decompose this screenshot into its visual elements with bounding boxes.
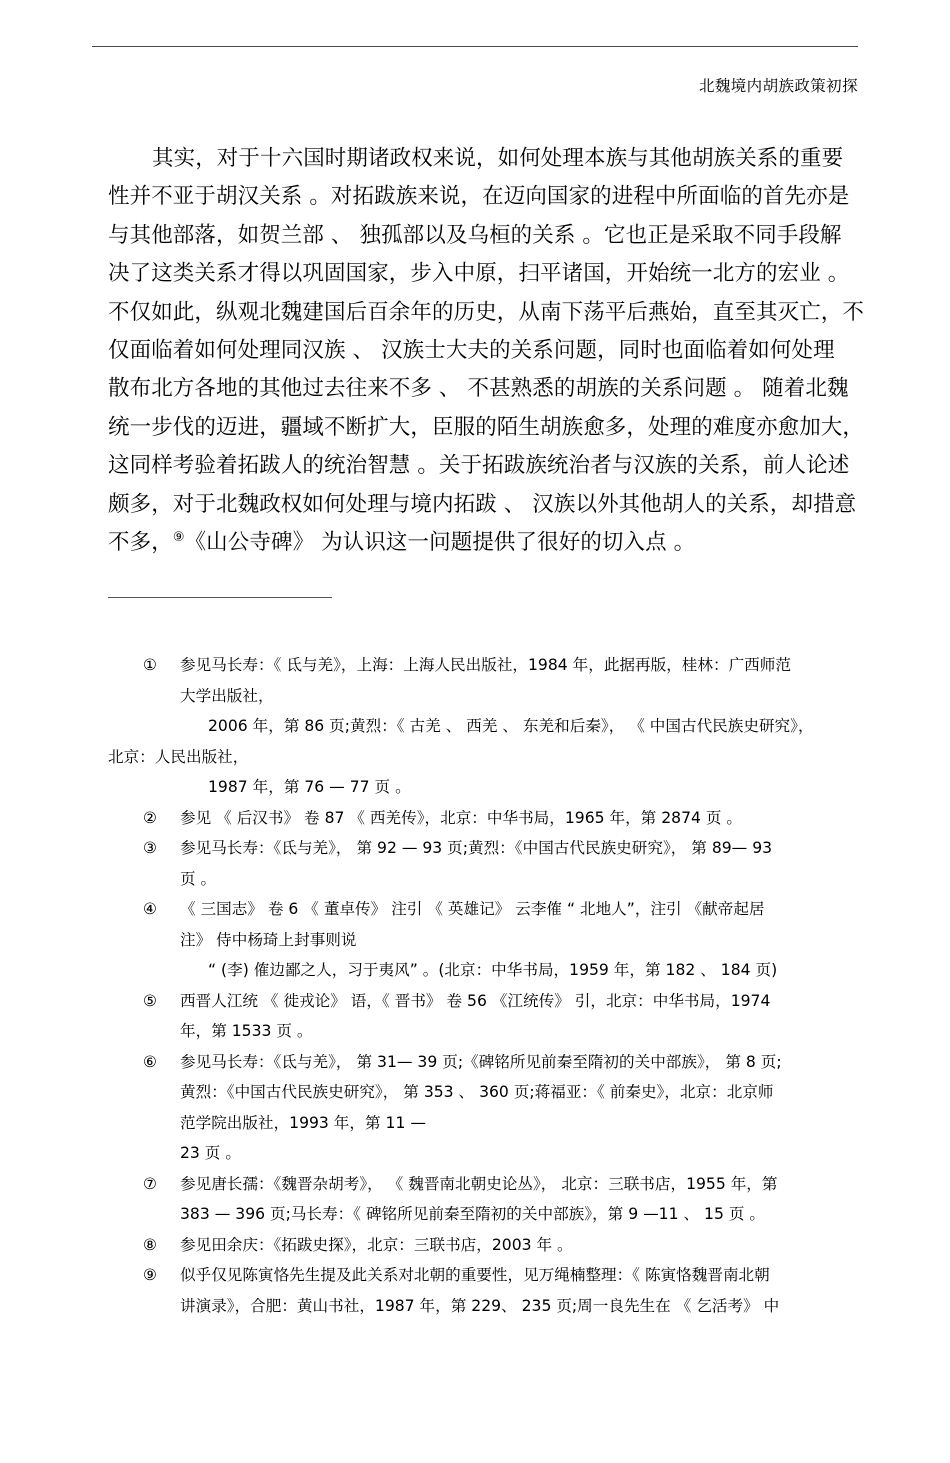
footnote-line: 参见唐长孺：《魏晋杂胡考》， 《 魏晋南北朝史论丛》， 北京：三联书店，1955 年，第 (180, 1174, 778, 1193)
footnote-line: 西晋人江统 《 徙戎论》 语，《 晋书》 卷 56 《江统传》 引，北京：中华书局，1974 (180, 991, 771, 1010)
body-line: 不仅如此，纵观北魏建国后百余年的历史，从南下荡平后燕始，直至其灭亡，不 (108, 299, 865, 325)
footnote-marker[interactable]: ⑦ (143, 1174, 157, 1193)
footnote-line: 参见田余庆：《拓跋史探》，北京：三联书店，2003 年 。 (180, 1235, 573, 1254)
footnote-marker[interactable]: ④ (143, 900, 157, 918)
body-line-text: 《山公寺碑》 为认识这一问题提供了很好的切入点 。 (184, 529, 696, 555)
body-line-text: 不多， (108, 529, 173, 555)
footnote-marker[interactable]: ② (143, 808, 157, 827)
footnote-line: 北京：人民出版社， (108, 747, 249, 766)
footnote-line: 参见马长寿：《 氐与羌》，上海：上海人民出版社，1984 年，此据再版，桂林：广西师范 (180, 656, 791, 674)
body-line: 性并不亚于胡汉关系 。对拓跋族来说，在迈向国家的进程中所面临的首先亦是 (108, 184, 850, 210)
footnote-line: 383 — 396 页;马长寿：《 碑铭所见前秦至隋初的关中部族》，第 9 —11 、 15 页 。 (180, 1205, 765, 1223)
body-line: 散布北方各地的其他过去往来不多 、 不甚熟悉的胡族的关系问题 。 随着北魏 (108, 376, 849, 402)
footnote-item (108, 1169, 848, 1230)
footnote-item (108, 833, 848, 894)
body-line: 其实，对于十六国时期诸政权来说，如何处理本族与其他胡族关系的重要 (152, 146, 844, 171)
footnote-marker[interactable]: ⑤ (143, 991, 157, 1010)
body-line-with-footnote-ref (108, 524, 848, 562)
body-line: 仅面临着如何处理同汉族 、 汉族士大夫的关系问题，同时也面临着如何处理 (108, 337, 835, 363)
footnote-line: 大学出版社， (180, 686, 274, 705)
footnote-line: 似乎仅见陈寅恪先生提及此关系对北朝的重要性，见万绳楠整理：《 陈寅恪魏晋南北朝 (180, 1266, 770, 1284)
footnote-line: 《 三国志》 卷 6 《 董卓传》 注引 《 英雄记》 云李傕 “ 北地人”，注引 《献帝起居 (180, 900, 765, 918)
footnote-line: 1987 年，第 76 — 77 页 。 (208, 778, 411, 796)
body-line: 与其他部落，如贺兰部 、 独孤部以及乌桓的关系 。它也正是采取不同手段解 (108, 222, 842, 248)
footnote-marker[interactable]: ③ (143, 839, 157, 857)
footnote-line: 黄烈：《中国古代民族史研究》， 第 353 、 360 页;蒋福亚：《 前秦史》，北京：北京师 (180, 1083, 774, 1101)
footnote-line: 范学院出版社，1993 年，第 11 — (180, 1113, 426, 1132)
footnote-line: 讲演录》，合肥：黄山书社，1987 年，第 229、 235 页;周一良先生在 《 乞活考》 中 (180, 1296, 780, 1315)
footnote-line: 页 。 (180, 869, 217, 888)
footnote-item (108, 1260, 848, 1321)
footnote-line: 2006 年，第 86 页;黄烈：《 古羌 、 西羌 、 东羌和后秦》， 《 中国古代民族史研究》， (208, 717, 814, 735)
body-line: 统一步伐的迈进，疆域不断扩大，臣服的陌生胡族愈多，处理的难度亦愈加大， (108, 414, 865, 440)
footnote-line: “ (李) 傕边鄙之人，习于夷风” 。(北京：中华书局，1959 年，第 182 、 184 页) (208, 961, 778, 979)
body-paragraph (108, 140, 865, 562)
footnote-line: 年，第 1533 页 。 (180, 1022, 313, 1040)
footnote-line: 参见 《 后汉书》 卷 87 《 西羌传》，北京：中华书局，1965 年，第 2874 页 。 (180, 808, 743, 827)
running-head: 北魏境内胡族政策初探 (698, 77, 858, 95)
footnote-marker[interactable]: ⑨ (143, 1266, 157, 1284)
footnote-marker[interactable]: ⑧ (143, 1235, 157, 1254)
footnote-line: 参见马长寿：《氐与羌》， 第 92 — 93 页;黄烈：《中国古代民族史研究》， 第 89— 93 (180, 839, 773, 857)
footnote-separator-rule (108, 597, 332, 598)
header-rule (92, 46, 858, 47)
footnote-item (108, 1230, 848, 1261)
footnote-item (108, 1047, 848, 1169)
body-line: 这同样考验着拓跋人的统治智慧 。关于拓跋族统治者与汉族的关系，前人论述 (108, 453, 850, 479)
footnote-item (108, 803, 848, 834)
body-line: 决了这类关系才得以巩固国家，步入中原，扫平诸国，开始统一北方的宏业 。 (108, 261, 850, 287)
footnote-line: 注》 侍中杨琦上封事则说 (180, 930, 357, 949)
body-line: 颇多，对于北魏政权如何处理与境内拓跋 、 汉族以外其他胡人的关系，却措意 (108, 491, 857, 517)
footnote-line: 参见马长寿：《氐与羌》， 第 31— 39 页;《碑铭所见前秦至隋初的关中部族》， 第 8 页; (180, 1052, 782, 1071)
footnote-marker[interactable]: ⑥ (143, 1052, 157, 1071)
footnote-marker[interactable]: ① (143, 656, 157, 674)
footnote-item (108, 894, 848, 986)
footnote-line: 23 页 。 (180, 1144, 241, 1162)
footnote-item (108, 986, 848, 1047)
footnotes-section (108, 650, 848, 1321)
footnote-reference-marker[interactable]: ⑨ (172, 529, 185, 545)
footnote-item (108, 650, 848, 803)
